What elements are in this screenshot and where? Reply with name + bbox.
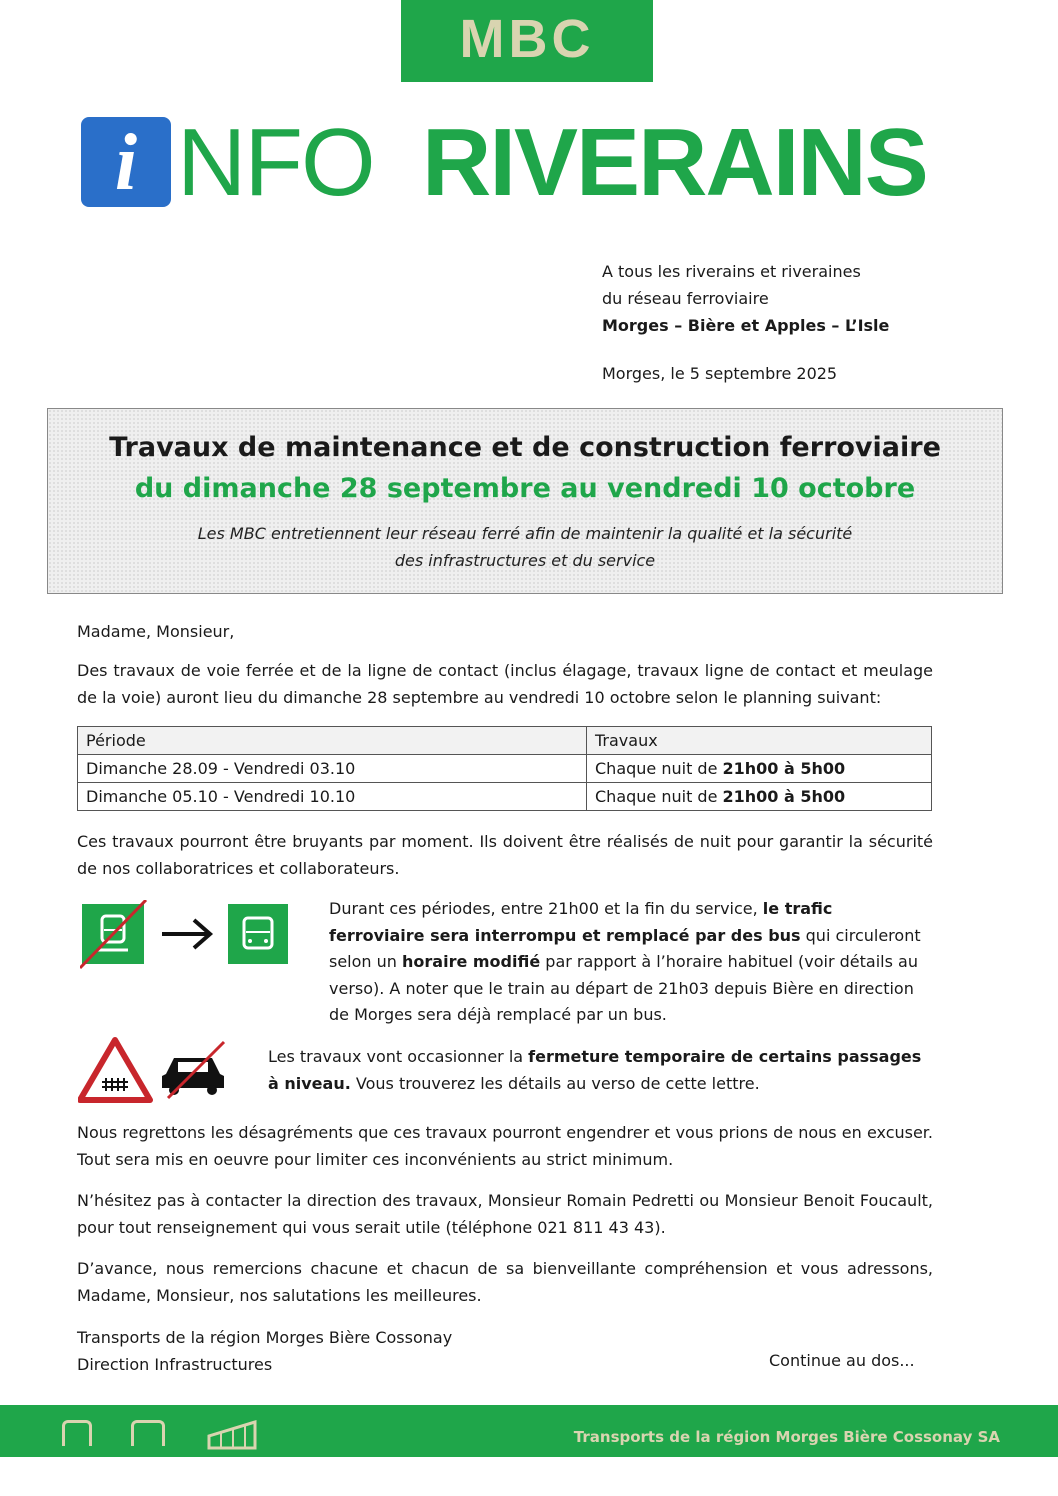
train-crossed-icon: [80, 900, 146, 968]
table-row: [78, 755, 932, 783]
table-cell-period: Dimanche 28.09 - Vendredi 03.10: [78, 755, 587, 783]
bus-text-3: par rapport à l’horaire habituel (voir détails au verso). A noter que le train au départ de 21h03 depuis Bière en direction de Morges sera déjà remplacé par un bus.: [329, 952, 918, 1024]
noise-paragraph: Ces travaux pourront être bruyants par moment. Ils doivent être réalisés de nuit pour garantir la sécurité de nos collaboratrices et collaborateurs.: [77, 832, 933, 878]
bus-icon: [228, 904, 288, 964]
info-title-nfo: NFO: [177, 109, 374, 216]
contact-paragraph: N’hésitez pas à contacter la direction des travaux, Monsieur Romain Pedretti ou Monsieur Benoit Foucault, pour tout renseignement qui vous serait utile (téléphone 021 811 43 43).: [77, 1191, 933, 1237]
train-footer-icon: [62, 1420, 92, 1446]
thanks-paragraph: D’avance, nous remercions chacune et chacun de sa bienveillante compréhension et vous adressons, Madame, Monsieur, nos salutations les meilleures.: [77, 1259, 933, 1305]
table-cell-period: Dimanche 05.10 - Vendredi 10.10: [78, 783, 587, 811]
banner-note: [47, 520, 1003, 574]
banner-note-line-2: des infrastructures et du service: [394, 551, 656, 570]
train-to-bus-icons: [80, 900, 290, 970]
recipient-address: [602, 258, 889, 339]
signature-line-1: Transports de la région Morges Bière Cossonay: [77, 1328, 453, 1347]
table-header-period: Période: [78, 727, 587, 755]
table-header-works: Travaux: [587, 727, 932, 755]
bus-footer-icon: [131, 1420, 165, 1446]
apology-paragraph: Nous regrettons les désagréments que ces travaux pourront engendrer et vous prions de nous en excuser. Tout sera mis en oeuvre pour limiter ces inconvénients au strict minimum.: [77, 1123, 933, 1169]
level-crossing-sign-icon: [80, 1040, 150, 1100]
address-line-1: A tous les riverains et riveraines: [602, 262, 861, 281]
crossing-text-1: Les travaux vont occasionner la: [268, 1047, 529, 1066]
signature: [77, 1324, 452, 1378]
bus-replacement-paragraph: [329, 896, 933, 1029]
car-crossed-icon: [162, 1042, 224, 1098]
greeting: Madame, Monsieur,: [77, 622, 235, 641]
letter-date: Morges, le 5 septembre 2025: [602, 364, 838, 383]
bus-bold-2: horaire modifié: [402, 952, 541, 971]
works-hours: 21h00 à 5h00: [722, 759, 846, 778]
address-line-3: Morges – Bière et Apples – L’Isle: [602, 316, 890, 335]
table-header-row: [78, 727, 932, 755]
intro-paragraph: Des travaux de voie ferrée et de la ligne de contact (inclus élagage, travaux ligne de contact et meulage de la voie) auront lieu du dimanche 28 septembre au vendredi 10 octobre selon le planning suivant:: [77, 661, 933, 707]
planning-table: [77, 726, 932, 811]
mbc-logo: MBC: [459, 9, 595, 69]
table-cell-works: [587, 783, 932, 811]
info-title-riverains: RIVERAINS: [422, 109, 927, 216]
table-row: [78, 783, 932, 811]
works-prefix: Chaque nuit de: [595, 759, 723, 778]
banner-note-line-1: Les MBC entretiennent leur réseau ferré afin de maintenir la qualité et la sécurité: [197, 524, 853, 543]
works-hours: 21h00 à 5h00: [722, 787, 846, 806]
crossing-bold: fermeture temporaire de certains passages à niveau.: [268, 1047, 922, 1093]
continue-note: Continue au dos...: [769, 1351, 915, 1370]
crossing-paragraph: [268, 1044, 933, 1097]
signature-line-2: Direction Infrastructures: [77, 1355, 273, 1374]
bus-text-1: Durant ces périodes, entre 21h00 et la fin du service,: [329, 899, 763, 918]
bus-bold-1: le trafic ferroviaire sera interrompu et remplacé par des bus: [329, 899, 833, 945]
crossing-icons: [78, 1036, 238, 1104]
banner-title: Travaux de maintenance et de construction ferroviaire: [109, 432, 941, 463]
funicular-footer-icon: [207, 1420, 259, 1450]
info-i-icon: i: [81, 117, 171, 207]
address-line-2: du réseau ferroviaire: [602, 289, 769, 308]
bus-text-2: qui circuleront selon un: [329, 925, 921, 971]
footer-company: Transports de la région Morges Bière Cossonay SA: [573, 1428, 1000, 1446]
arrow-right-icon: [162, 920, 210, 948]
banner-subtitle: du dimanche 28 septembre au vendredi 10 octobre: [134, 473, 916, 504]
works-prefix: Chaque nuit de: [595, 787, 723, 806]
crossing-text-2: Vous trouverez les détails au verso de cette lettre.: [350, 1073, 760, 1093]
table-cell-works: [587, 755, 932, 783]
